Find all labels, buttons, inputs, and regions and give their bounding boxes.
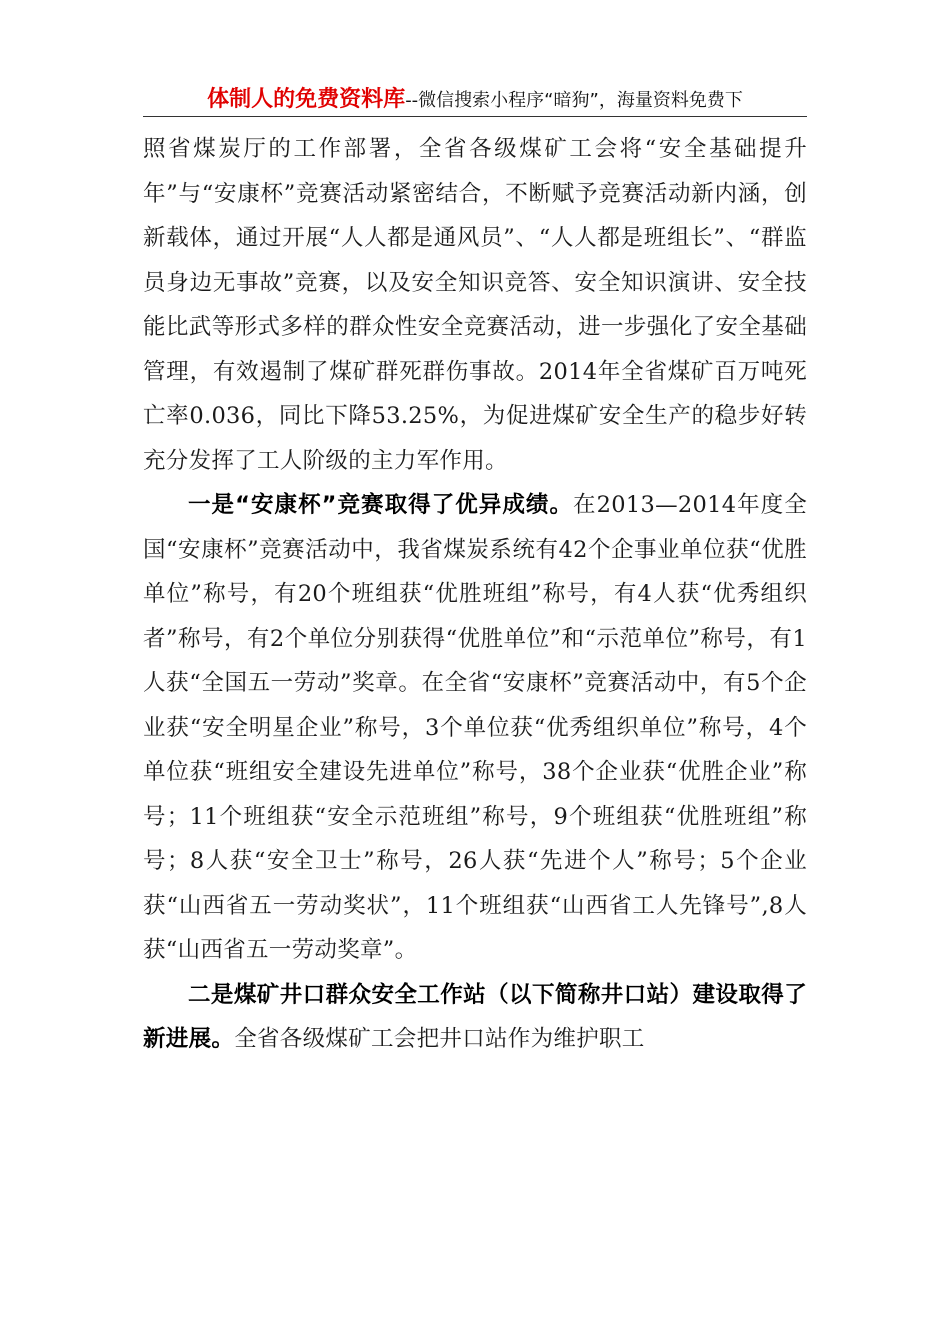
paragraph-station-progress bbox=[143, 973, 807, 1062]
paragraph-lead: 一是“安康杯”竞赛取得了优异成绩。 bbox=[188, 492, 574, 518]
document-body bbox=[143, 127, 807, 1062]
paragraph-continuation bbox=[143, 127, 807, 483]
paragraph-text: 在2013—2014年度全国“安康杯”竞赛活动中，我省煤炭系统有42个企事业单位获“优胜单位”称号，有20个班组获“优胜班组”称号，有4人获“优秀组织者”称号，有2个单位分别获得“优胜单位”和“示范单位”称号，有1人获“全国五一劳动”奖章。在全省“安康杯”竞赛活动中，有5个企业获“安全明星企业”称号，3个单位获“优秀组织单位”称号，4个单位获“班组安全建设先进单位”称号，38个企业获“优胜企业”称号；11个班组获“安全示范班组”称号，9个班组获“优胜班组”称号；8人获“安全卫士”称号，26人获“先进个人”称号；5个企业获“山西省五一劳动奖状”，11个班组获“山西省工人先锋号”,8人获“山西省五一劳动奖章”。 bbox=[143, 492, 807, 963]
header-tagline: --微信搜索小程序“暗狗”，海量资料免费下 bbox=[405, 90, 743, 111]
paragraph-achievements bbox=[143, 483, 807, 973]
paragraph-text: 照省煤炭厅的工作部署，全省各级煤矿工会将“安全基础提升年”与“安康杯”竞赛活动紧密结合，不断赋予竞赛活动新内涵，创新载体，通过开展“人人都是通风员”、“人人都是班组长”、“群监员身边无事故”竞赛，以及安全知识竞答、安全知识演讲、安全技能比武等形式多样的群众性安全竞赛活动，进一步强化了安全基础管理，有效遏制了煤矿群死群伤事故。2014年全省煤矿百万吨死亡率0.036，同比下降53.25%，为促进煤矿安全生产的稳步好转充分发挥了工人阶级的主力军作用。 bbox=[143, 136, 807, 474]
header-brand: 体制人的免费资料库 bbox=[207, 87, 406, 112]
paragraph-lead: 二是煤矿井口群众安全工作站（以下简称井口站）建设取得了新进展。 bbox=[143, 981, 807, 1052]
page-header bbox=[143, 82, 807, 117]
paragraph-text: 全省各级煤矿工会把井口站作为维护职工 bbox=[234, 1026, 645, 1052]
